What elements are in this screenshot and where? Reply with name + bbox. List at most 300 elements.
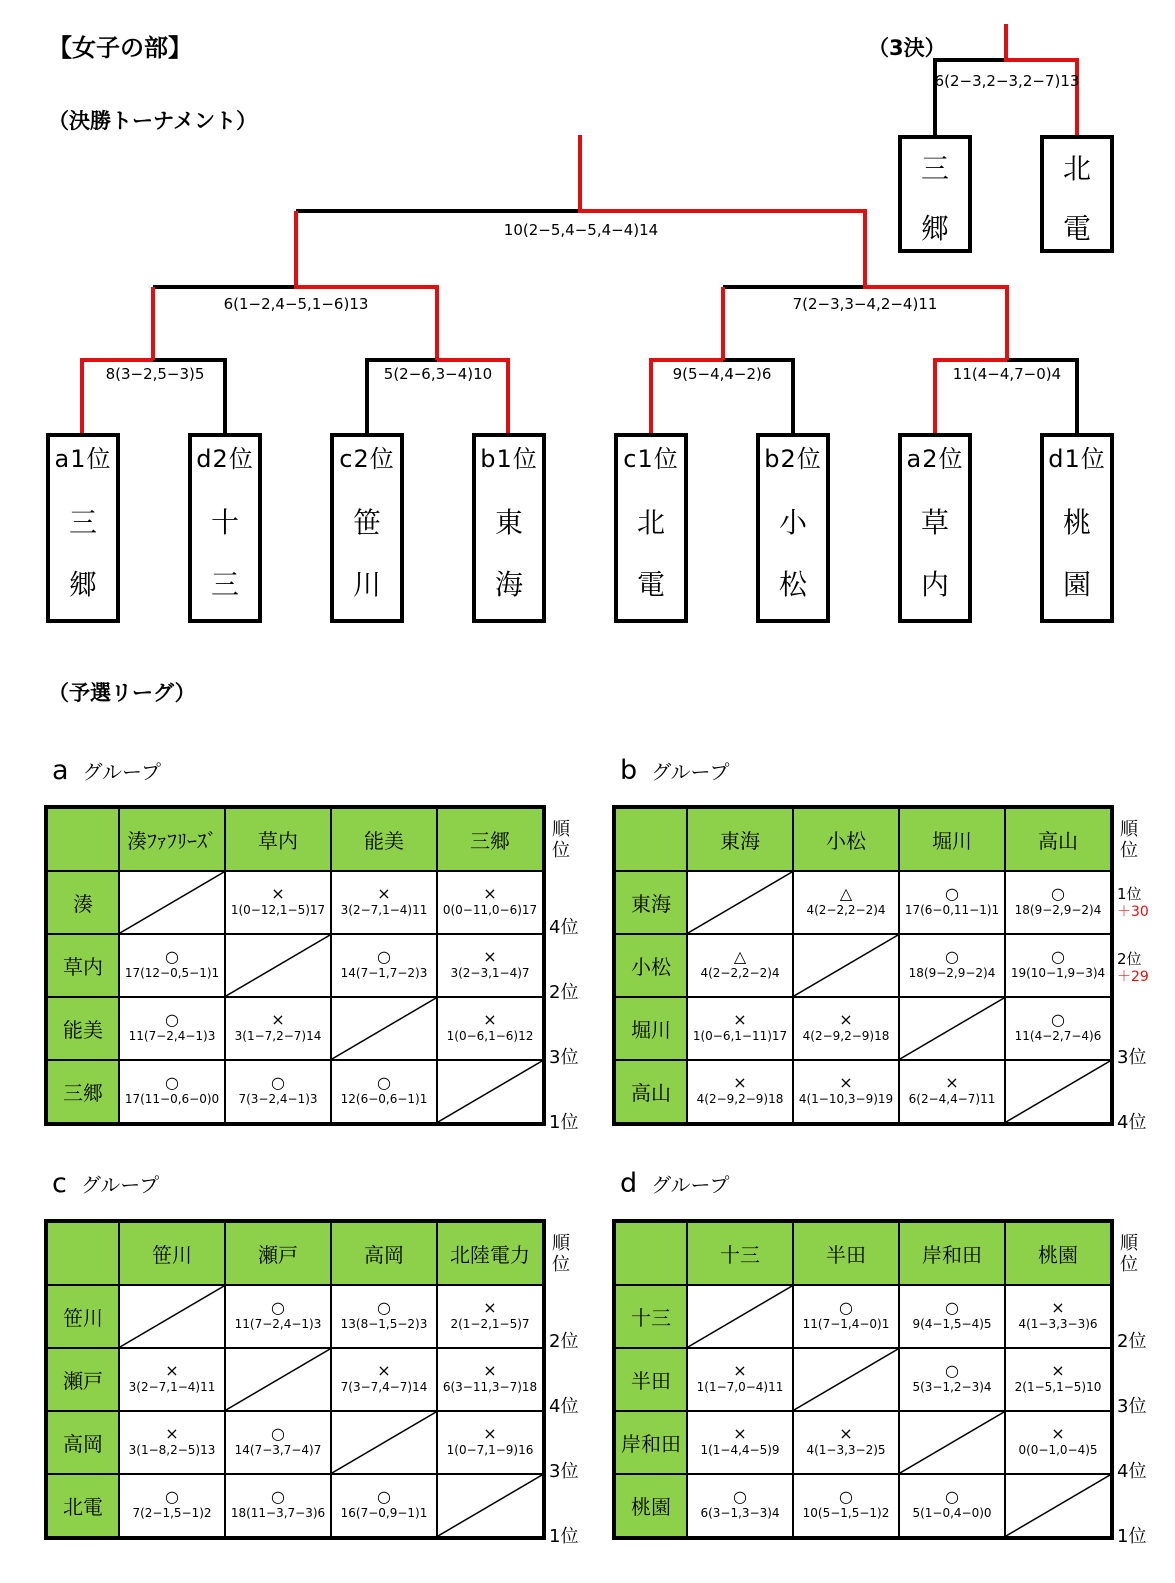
result-mark: ○: [271, 1073, 285, 1092]
result-mark: ×: [483, 1424, 497, 1443]
result-score: 11(4−2,7−4)6: [1014, 1029, 1102, 1043]
diagonal-cell: [225, 1348, 331, 1411]
match-result-cell: [331, 934, 437, 997]
table-row: [46, 871, 544, 934]
result-mark: ×: [733, 1424, 747, 1443]
result-score: 0(0−11,0−6)17: [442, 903, 538, 917]
third-place-team-box-2: [1040, 135, 1114, 253]
result-mark: ×: [839, 1073, 853, 1092]
score-qf1: 8(3−2,5−3)5: [105, 365, 205, 383]
match-result-cell: [225, 1060, 331, 1124]
result-score: 11(7−2,4−1)3: [234, 1317, 322, 1331]
match-result-cell: [899, 1474, 1005, 1538]
team-seed: b2位: [764, 445, 822, 473]
team-name-char: 笹: [352, 506, 381, 539]
result-mark: ○: [165, 1010, 179, 1029]
rank-text: 4位: [549, 917, 579, 938]
team-box-2: [188, 433, 262, 623]
match-result-cell: [687, 1060, 793, 1124]
page-title: 【女子の部】: [48, 34, 192, 62]
match-result-cell: [119, 997, 225, 1060]
rank-note: ＋29: [1117, 969, 1149, 985]
table-corner: [46, 1221, 119, 1285]
result-mark: ×: [483, 1010, 497, 1029]
row-team-name: 草内: [46, 934, 119, 997]
result-score: 2(1−5,1−5)10: [1014, 1380, 1102, 1394]
column-header: 瀬戸: [225, 1221, 331, 1285]
team-name-char: 電: [636, 568, 665, 601]
result-score: 3(1−8,2−5)13: [128, 1443, 216, 1457]
result-score: 11(7−1,4−0)1: [802, 1317, 890, 1331]
row-team-name: 桃園: [614, 1474, 687, 1538]
row-rank: [1117, 1392, 1146, 1418]
result-mark: ×: [733, 1073, 747, 1092]
result-score: 18(9−2,9−2)4: [908, 966, 996, 980]
rank-header-char: 位: [1120, 840, 1138, 861]
result-mark: ×: [377, 884, 391, 903]
result-score: 4(2−2,2−2)4: [806, 903, 886, 917]
group-label-text: グループ: [80, 1173, 160, 1197]
table-row: [614, 1348, 1112, 1411]
result-mark: ×: [165, 1424, 179, 1443]
rank-header-char: 順: [1120, 1233, 1138, 1254]
table-row: [46, 934, 544, 997]
row-rank: [549, 978, 578, 1004]
result-score: 7(2−1,5−1)2: [132, 1506, 212, 1520]
result-mark: ×: [839, 1010, 853, 1029]
group-letter: a: [52, 755, 69, 786]
row-rank: [1117, 948, 1149, 985]
match-result-cell: [687, 1348, 793, 1411]
match-result-cell: [687, 1411, 793, 1474]
column-header: 高山: [1005, 807, 1112, 871]
result-score: 7(3−2,4−1)3: [238, 1092, 318, 1106]
rank-text: 4位: [549, 1396, 579, 1417]
row-rank: [549, 1522, 578, 1548]
table-corner: [614, 1221, 687, 1285]
result-mark: ○: [377, 1487, 391, 1506]
match-result-cell: [437, 1285, 544, 1348]
rank-text: 1位: [549, 1526, 579, 1547]
table-row: [46, 1474, 544, 1538]
result-mark: ○: [945, 947, 959, 966]
result-score: 5(1−0,4−0)0: [912, 1506, 992, 1520]
result-score: 4(1−3,3−3)6: [1018, 1317, 1098, 1331]
match-result-cell: [687, 1474, 793, 1538]
match-result-cell: [899, 871, 1005, 934]
match-result-cell: [331, 1348, 437, 1411]
rank-column-header: [552, 1233, 570, 1275]
result-score: 1(0−6,1−11)17: [692, 1029, 788, 1043]
row-rank: [549, 1043, 578, 1069]
match-result-cell: [119, 1348, 225, 1411]
column-header: 岸和田: [899, 1221, 1005, 1285]
result-mark: ○: [945, 884, 959, 903]
match-result-cell: [331, 1474, 437, 1538]
rank-header-char: 位: [552, 840, 570, 861]
result-mark: ×: [1051, 1424, 1065, 1443]
team-name-char: 川: [352, 568, 381, 601]
result-score: 1(0−12,1−5)17: [230, 903, 326, 917]
tournament-bracket: [0, 0, 1175, 650]
result-score: 4(1−3,3−2)5: [806, 1443, 886, 1457]
match-result-cell: [793, 1474, 899, 1538]
result-mark: ○: [839, 1487, 853, 1506]
diagonal-cell: [793, 934, 899, 997]
rank-header-char: 順: [552, 1233, 570, 1254]
team-seed: a2位: [906, 445, 964, 473]
row-team-name: 湊: [46, 871, 119, 934]
row-team-name: 十三: [614, 1285, 687, 1348]
group-letter: b: [620, 755, 638, 786]
match-result-cell: [793, 997, 899, 1060]
match-result-cell: [119, 934, 225, 997]
result-score: 3(2−3,1−4)7: [450, 966, 530, 980]
result-score: 18(11−3,7−3)6: [230, 1506, 326, 1520]
rank-header-char: 位: [552, 1254, 570, 1275]
result-mark: ○: [271, 1298, 285, 1317]
row-team-name: 岸和田: [614, 1411, 687, 1474]
team-name-char: 十: [210, 506, 239, 539]
team-box-6: [756, 433, 830, 623]
match-result-cell: [437, 871, 544, 934]
rank-text: 4位: [1117, 1112, 1147, 1133]
result-mark: ○: [377, 947, 391, 966]
score-final: 10(2−5,4−5,4−4)14: [503, 221, 659, 239]
column-header: 半田: [793, 1221, 899, 1285]
match-result-cell: [1005, 997, 1112, 1060]
match-result-cell: [899, 1348, 1005, 1411]
match-result-cell: [331, 871, 437, 934]
row-team-name: 堀川: [614, 997, 687, 1060]
result-mark: ×: [483, 884, 497, 903]
result-mark: ×: [377, 1361, 391, 1380]
result-mark: ○: [377, 1298, 391, 1317]
result-score: 3(2−7,1−4)11: [340, 903, 428, 917]
table-corner: [614, 807, 687, 871]
rank-column-header: [1120, 1233, 1138, 1275]
result-mark: ○: [165, 947, 179, 966]
result-score: 17(12−0,5−1)1: [124, 966, 220, 980]
result-mark: ×: [1051, 1298, 1065, 1317]
match-result-cell: [225, 871, 331, 934]
group-table-b: [612, 805, 1114, 1126]
table-row: [46, 997, 544, 1060]
team-name-char: 小: [778, 506, 807, 539]
third-place-heading: （3決）: [868, 36, 946, 60]
result-score: 2(1−2,1−5)7: [450, 1317, 530, 1331]
row-team-name: 小松: [614, 934, 687, 997]
result-mark: ×: [483, 947, 497, 966]
team-name-char: 三: [68, 506, 97, 539]
team-box-8: [1040, 433, 1114, 623]
result-mark: ×: [271, 1010, 285, 1029]
table-row: [614, 1411, 1112, 1474]
result-mark: ×: [839, 1424, 853, 1443]
match-result-cell: [331, 1060, 437, 1124]
column-header: 高岡: [331, 1221, 437, 1285]
row-team-name: 半田: [614, 1348, 687, 1411]
team-name-char: 郷: [920, 212, 949, 245]
rank-text: 1位: [1117, 1526, 1147, 1547]
team-name-char: 北: [636, 506, 665, 539]
table-corner: [46, 807, 119, 871]
team-name-char: 北: [1062, 152, 1091, 185]
result-mark: ○: [733, 1487, 747, 1506]
diagonal-cell: [1005, 1474, 1112, 1538]
result-mark: ○: [1051, 947, 1065, 966]
column-header: 笹川: [119, 1221, 225, 1285]
group-table-c: [44, 1219, 546, 1540]
table-row: [614, 1060, 1112, 1124]
team-box-7: [898, 433, 972, 623]
diagonal-cell: [225, 934, 331, 997]
score-qf4: 11(4−4,7−0)4: [952, 365, 1062, 383]
result-mark: ×: [733, 1010, 747, 1029]
diagonal-cell: [331, 997, 437, 1060]
row-team-name: 高山: [614, 1060, 687, 1124]
result-mark: ×: [271, 884, 285, 903]
score-qf2: 5(2−6,3−4)10: [383, 365, 493, 383]
team-seed: c1位: [623, 445, 679, 473]
row-team-name: 北電: [46, 1474, 119, 1538]
match-result-cell: [793, 1285, 899, 1348]
result-score: 5(3−1,2−3)4: [912, 1380, 992, 1394]
result-mark: ○: [165, 1073, 179, 1092]
match-result-cell: [687, 934, 793, 997]
diagonal-cell: [687, 1285, 793, 1348]
result-score: 1(0−6,1−6)12: [446, 1029, 534, 1043]
row-rank: [1117, 1108, 1146, 1134]
diagonal-cell: [119, 871, 225, 934]
rank-header-char: 順: [552, 819, 570, 840]
table-row: [46, 1060, 544, 1124]
result-score: 4(2−2,2−2)4: [700, 966, 780, 980]
row-team-name: 三郷: [46, 1060, 119, 1124]
result-mark: ○: [165, 1487, 179, 1506]
result-score: 12(6−0,6−1)1: [340, 1092, 428, 1106]
diagonal-cell: [899, 997, 1005, 1060]
team-name-char: 三: [210, 568, 239, 601]
match-result-cell: [1005, 934, 1112, 997]
diagonal-cell: [119, 1285, 225, 1348]
row-team-name: 笹川: [46, 1285, 119, 1348]
result-mark: ×: [165, 1361, 179, 1380]
score-sf1: 6(1−2,4−5,1−6)13: [223, 295, 369, 313]
team-seed: d1位: [1048, 445, 1106, 473]
diagonal-cell: [793, 1348, 899, 1411]
result-score: 19(10−1,9−3)4: [1010, 966, 1106, 980]
table-row: [614, 997, 1112, 1060]
result-score: 6(2−4,4−7)11: [908, 1092, 996, 1106]
row-team-name: 能美: [46, 997, 119, 1060]
diagonal-cell: [437, 1474, 544, 1538]
column-header: 草内: [225, 807, 331, 871]
diagonal-cell: [331, 1411, 437, 1474]
team-name-char: 郷: [68, 568, 97, 601]
column-header: 北陸電力: [437, 1221, 544, 1285]
team-name-char: 内: [920, 568, 949, 601]
team-seed: b1位: [480, 445, 538, 473]
table-row: [614, 871, 1112, 934]
group-label-d: [620, 1168, 730, 1199]
diagonal-cell: [687, 871, 793, 934]
rank-header-char: 順: [1120, 819, 1138, 840]
match-result-cell: [1005, 871, 1112, 934]
row-team-name: 瀬戸: [46, 1348, 119, 1411]
result-mark: △: [733, 947, 747, 966]
result-score: 1(1−7,0−4)11: [696, 1380, 784, 1394]
match-result-cell: [119, 1411, 225, 1474]
match-result-cell: [793, 871, 899, 934]
result-mark: ○: [945, 1361, 959, 1380]
diagonal-cell: [437, 1060, 544, 1124]
column-header: 能美: [331, 807, 437, 871]
rank-text: 3位: [1117, 1396, 1147, 1417]
row-rank: [549, 1108, 578, 1134]
match-result-cell: [225, 997, 331, 1060]
result-mark: ○: [945, 1298, 959, 1317]
team-name-char: 桃: [1062, 506, 1091, 539]
team-name-char: 東: [494, 506, 523, 539]
group-label-text: グループ: [651, 760, 730, 784]
team-name-char: 三: [920, 152, 949, 185]
row-rank: [549, 1457, 578, 1483]
rank-text: 3位: [549, 1461, 579, 1482]
row-rank: [1117, 1327, 1146, 1353]
match-result-cell: [793, 1060, 899, 1124]
row-team-name: 東海: [614, 871, 687, 934]
table-row: [46, 1285, 544, 1348]
match-result-cell: [899, 1285, 1005, 1348]
team-box-5: [614, 433, 688, 623]
group-label-b: [620, 755, 730, 786]
table-row: [614, 934, 1112, 997]
team-name-char: 電: [1062, 212, 1091, 245]
table-row: [614, 1285, 1112, 1348]
group-table-a: [44, 805, 546, 1126]
match-result-cell: [225, 1474, 331, 1538]
rank-note: ＋30: [1117, 904, 1149, 920]
rank-text: 3位: [1117, 1047, 1147, 1068]
result-score: 6(3−11,3−7)18: [442, 1380, 538, 1394]
match-result-cell: [793, 1411, 899, 1474]
result-mark: ○: [271, 1487, 285, 1506]
match-result-cell: [1005, 1285, 1112, 1348]
result-score: 1(1−4,4−5)9: [700, 1443, 780, 1457]
result-mark: ×: [733, 1361, 747, 1380]
result-score: 14(7−1,7−2)3: [340, 966, 428, 980]
column-header: 東海: [687, 807, 793, 871]
team-name-char: 園: [1062, 568, 1091, 601]
diagonal-cell: [899, 1411, 1005, 1474]
rank-text: 4位: [1117, 1461, 1147, 1482]
result-mark: ○: [945, 1487, 959, 1506]
row-rank: [549, 1392, 578, 1418]
result-score: 13(8−1,5−2)3: [340, 1317, 428, 1331]
result-score: 1(0−7,1−9)16: [446, 1443, 534, 1457]
column-header: 桃園: [1005, 1221, 1112, 1285]
group-label-a: [52, 755, 161, 786]
result-mark: ○: [377, 1073, 391, 1092]
rank-column-header: [552, 819, 570, 861]
result-score: 11(7−2,4−1)3: [128, 1029, 216, 1043]
result-mark: ×: [483, 1298, 497, 1317]
result-score: 18(9−2,9−2)4: [1014, 903, 1102, 917]
score-sf2: 7(2−3,3−4,2−4)11: [792, 295, 938, 313]
rank-text: 2位: [549, 1331, 579, 1352]
group-label-text: グループ: [82, 760, 161, 784]
rank-text: 2位: [549, 982, 579, 1003]
result-mark: ×: [945, 1073, 959, 1092]
row-rank: [1117, 1043, 1146, 1069]
result-score: 4(2−9,2−9)18: [696, 1092, 784, 1106]
column-header: 小松: [793, 807, 899, 871]
result-score: 9(4−1,5−4)5: [912, 1317, 992, 1331]
result-score: 14(7−3,7−4)7: [234, 1443, 322, 1457]
group-letter: d: [620, 1168, 638, 1199]
column-header: 堀川: [899, 807, 1005, 871]
row-rank: [549, 913, 578, 939]
result-score: 4(2−9,2−9)18: [802, 1029, 890, 1043]
team-box-1: [46, 433, 120, 623]
result-mark: ○: [1051, 1010, 1065, 1029]
group-label-text: グループ: [651, 1173, 730, 1197]
match-result-cell: [899, 934, 1005, 997]
score-qf3: 9(5−4,4−2)6: [672, 365, 772, 383]
rank-text: 3位: [549, 1047, 579, 1068]
team-seed: d2位: [196, 445, 254, 473]
match-result-cell: [687, 997, 793, 1060]
match-result-cell: [437, 997, 544, 1060]
result-score: 7(3−7,4−7)14: [340, 1380, 428, 1394]
match-result-cell: [225, 1411, 331, 1474]
match-result-cell: [331, 1285, 437, 1348]
match-result-cell: [1005, 1411, 1112, 1474]
table-row: [46, 1348, 544, 1411]
column-header: 十三: [687, 1221, 793, 1285]
result-score: 4(1−10,3−9)19: [798, 1092, 894, 1106]
result-mark: ×: [1051, 1361, 1065, 1380]
team-box-4: [472, 433, 546, 623]
result-score: 10(5−1,5−1)2: [802, 1506, 890, 1520]
column-header: 三郷: [437, 807, 544, 871]
table-row: [614, 1474, 1112, 1538]
match-result-cell: [437, 1411, 544, 1474]
row-rank: [1117, 1522, 1146, 1548]
rank-header-char: 位: [1120, 1254, 1138, 1275]
result-score: 16(7−0,9−1)1: [340, 1506, 428, 1520]
result-mark: ○: [1051, 884, 1065, 903]
group-letter: c: [52, 1168, 67, 1199]
column-header: 湊ﾌｧﾌﾘｰｽﾞ: [119, 807, 225, 871]
rank-column-header: [1120, 819, 1138, 861]
score-third: 6(2−3,2−3,2−7)13: [934, 72, 1080, 90]
table-row: [46, 1411, 544, 1474]
row-team-name: 高岡: [46, 1411, 119, 1474]
match-result-cell: [437, 1348, 544, 1411]
row-rank: [1117, 883, 1149, 920]
result-score: 3(2−7,1−4)11: [128, 1380, 216, 1394]
row-rank: [549, 1327, 578, 1353]
final-tournament-heading: （決勝トーナメント）: [48, 109, 258, 133]
team-seed: c2位: [339, 445, 395, 473]
group-table-d: [612, 1219, 1114, 1540]
team-name-char: 海: [494, 568, 523, 601]
match-result-cell: [437, 934, 544, 997]
league-heading: （予選リーグ）: [48, 681, 196, 705]
rank-text: 2位: [1117, 950, 1142, 968]
